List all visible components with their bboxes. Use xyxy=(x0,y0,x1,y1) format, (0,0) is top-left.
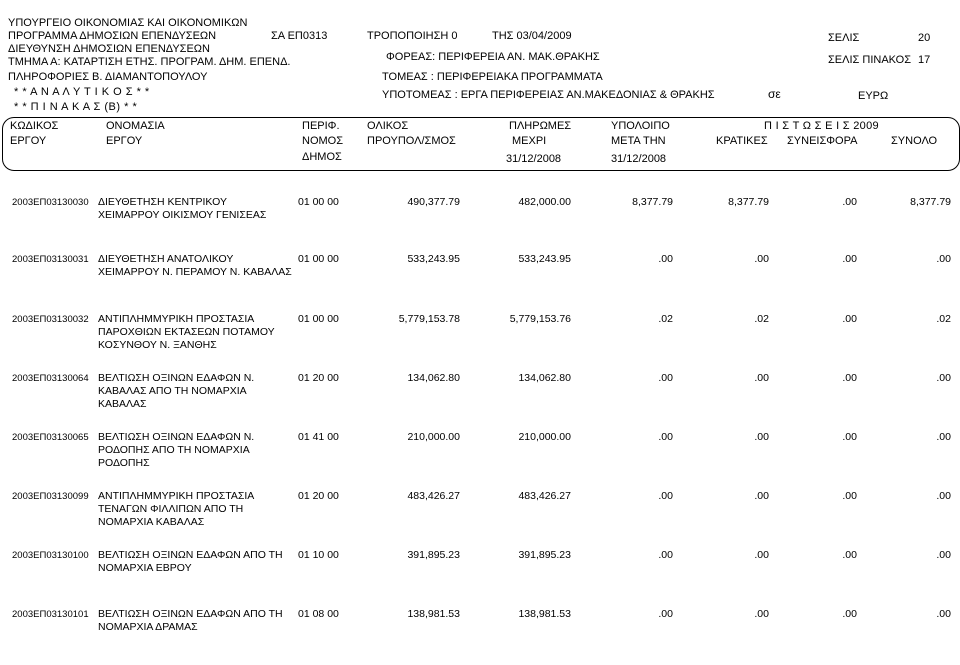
total-budget: 210,000.00 xyxy=(407,431,460,443)
project-name: ΑΝΤΙΠΛΗΜΜΥΡΙΚΗ ΠΡΟΣΤΑΣΙΑ ΠΑΡΟΧΘΙΩΝ ΕΚΤΑΣΕΩΝ ΠΟΤΑΜΟΥ ΚΟΣΥΝΘΟΥ Ν. ΞΑΝΘΗΣ xyxy=(98,313,275,351)
total-credits: 8,377.79 xyxy=(910,196,951,208)
total-budget: 138,981.53 xyxy=(407,608,460,620)
remaining: .00 xyxy=(658,431,673,443)
project-code: 2003ΕΠ03130065 xyxy=(12,432,89,443)
col-region-3: ΔΗΜΟΣ xyxy=(302,151,342,163)
region-code: 01 20 00 xyxy=(298,490,339,502)
total-credits: .00 xyxy=(936,253,951,265)
project-name: ΒΕΛΤΙΩΣΗ ΟΞΙΝΩΝ ΕΔΑΦΩΝ ΑΠΟ ΤΗ ΝΟΜΑΡΧΙΑ ΕΒΡΟΥ xyxy=(98,549,283,574)
total-credits: .00 xyxy=(936,490,951,502)
contribution: .00 xyxy=(842,372,857,384)
ministry-line: ΥΠΟΥΡΓΕΙΟ ΟΙΚΟΝΟΜΙΑΣ ΚΑΙ ΟΙΚΟΝΟΜΙΚΩΝ xyxy=(8,17,248,29)
region-code: 01 10 00 xyxy=(298,549,339,561)
page-number: 20 xyxy=(918,32,931,44)
state-credits: .00 xyxy=(754,253,769,265)
total-credits: .00 xyxy=(936,431,951,443)
state-credits: .00 xyxy=(754,431,769,443)
analytic-title: * * Α Ν Α Λ Υ Τ Ι Κ Ο Σ * * xyxy=(14,86,150,98)
state-credits: .02 xyxy=(754,313,769,325)
col-code-2: ΕΡΓΟΥ xyxy=(10,135,47,147)
col-region-1: ΠΕΡΙΦ. xyxy=(302,120,340,132)
remaining: 8,377.79 xyxy=(632,196,673,208)
col-credits-title: Π Ι Σ Τ Ω Σ Ε Ι Σ 2009 xyxy=(764,120,879,132)
total-budget: 5,779,153.78 xyxy=(398,313,460,325)
remaining: .00 xyxy=(658,490,673,502)
project-name: ΒΕΛΤΙΩΣΗ ΟΞΙΝΩΝ ΕΔΑΦΩΝ ΑΠΟ ΤΗ ΝΟΜΑΡΧΙΑ ΔΡΑΜΑΣ xyxy=(98,608,283,633)
col-remaining-2: ΜΕΤΑ ΤΗΝ xyxy=(611,135,666,147)
total-budget: 483,426.27 xyxy=(407,490,460,502)
table-title: * * Π Ι Ν Α Κ Α Σ (Β) * * xyxy=(14,101,138,113)
modification-date: ΤΗΣ 03/04/2009 xyxy=(492,30,572,42)
remaining: .00 xyxy=(658,253,673,265)
payments: 483,426.27 xyxy=(518,490,571,502)
state-credits: .00 xyxy=(754,549,769,561)
project-code: 2003ΕΠ03130031 xyxy=(12,254,89,265)
state-credits: .00 xyxy=(754,608,769,620)
contribution: .00 xyxy=(842,253,857,265)
directorate-line: ΔΙΕΥΘΥΝΣΗ ΔΗΜΟΣΙΩΝ ΕΠΕΝΔΥΣΕΩΝ xyxy=(8,43,210,55)
remaining: .00 xyxy=(658,549,673,561)
project-name: ΒΕΛΤΙΩΣΗ ΟΞΙΝΩΝ ΕΔΑΦΩΝ Ν. ΚΑΒΑΛΑΣ ΑΠΟ ΤΗ ΝΟΜΑΡΧΙΑ ΚΑΒΑΛΑΣ xyxy=(98,372,255,410)
col-remaining-1: ΥΠΟΛΟΙΠΟ xyxy=(611,120,670,132)
state-credits: 8,377.79 xyxy=(728,196,769,208)
col-name-2: ΕΡΓΟΥ xyxy=(106,135,143,147)
contribution: .00 xyxy=(842,549,857,561)
contribution: .00 xyxy=(842,313,857,325)
total-budget: 134,062.80 xyxy=(407,372,460,384)
col-region-2: ΝΟΜΟΣ xyxy=(302,135,344,147)
program-line: ΠΡΟΓΡΑΜΜΑ ΔΗΜΟΣΙΩΝ ΕΠΕΝΔΥΣΕΩΝ xyxy=(8,30,217,42)
payments: 533,243.95 xyxy=(518,253,571,265)
region-code: 01 20 00 xyxy=(298,372,339,384)
col-state: ΚΡΑΤΙΚΕΣ xyxy=(716,135,768,147)
project-code: 2003ΕΠ03130099 xyxy=(12,491,89,502)
agency: ΦΟΡΕΑΣ: ΠΕΡΙΦΕΡΕΙΑ ΑΝ. ΜΑΚ.ΘΡΑΚΗΣ xyxy=(386,51,600,63)
region-code: 01 41 00 xyxy=(298,431,339,443)
remaining: .02 xyxy=(658,313,673,325)
total-budget: 391,895.23 xyxy=(407,549,460,561)
col-payments-3: 31/12/2008 xyxy=(506,153,562,165)
col-contribution: ΣΥΝΕΙΣΦΟΡΑ xyxy=(787,135,858,147)
department-line: ΤΜΗΜΑ Α: ΚΑΤΑΡΤΙΣΗ ΕΤΗΣ. ΠΡΟΓΡΑΜ. ΔΗΜ. ΕΠΕΝΔ. xyxy=(8,56,291,68)
project-code: 2003ΕΠ03130064 xyxy=(12,373,89,384)
col-name-1: ΟΝΟΜΑΣΙΑ xyxy=(106,120,165,132)
contribution: .00 xyxy=(842,608,857,620)
region-code: 01 08 00 xyxy=(298,608,339,620)
subsector: ΥΠΟΤΟΜΕΑΣ : ΕΡΓΑ ΠΕΡΙΦΕΡΕΙΑΣ ΑΝ.ΜΑΚΕΔΟΝΙΑΣ & ΘΡΑΚΗΣ xyxy=(382,89,715,101)
payments: 5,779,153.76 xyxy=(509,313,571,325)
col-payments-1: ΠΛΗΡΩΜΕΣ xyxy=(509,120,572,132)
col-budget-1: ΟΛΙΚΟΣ xyxy=(367,120,409,132)
project-name: ΔΙΕΥΘΕΤΗΣΗ ΑΝΑΤΟΛΙΚΟΥ ΧΕΙΜΑΡΡΟΥ Ν. ΠΕΡΑΜΟΥ Ν. ΚΑΒΑΛΑΣ xyxy=(98,253,292,278)
payments: 391,895.23 xyxy=(518,549,571,561)
currency: ΕΥΡΩ xyxy=(858,90,889,102)
project-code: 2003ΕΠ03130032 xyxy=(12,314,89,325)
total-credits: .00 xyxy=(936,372,951,384)
state-credits: .00 xyxy=(754,372,769,384)
contribution: .00 xyxy=(842,431,857,443)
units-prefix: σε xyxy=(768,87,781,101)
col-total: ΣΥΝΟΛΟ xyxy=(891,135,938,147)
total-budget: 490,377.79 xyxy=(407,196,460,208)
info-line: ΠΛΗΡΟΦΟΡΙΕΣ Β. ΔΙΑΜΑΝΤΟΠΟΥΛΟΥ xyxy=(8,71,208,83)
col-budget-2: ΠΡΟΥΠΟΛ/ΣΜΟΣ xyxy=(367,135,456,147)
col-payments-2: ΜΕΧΡΙ xyxy=(512,135,547,147)
total-credits: .02 xyxy=(936,313,951,325)
payments: 482,000.00 xyxy=(518,196,571,208)
contribution: .00 xyxy=(842,490,857,502)
sector: ΤΟΜΕΑΣ : ΠΕΡΙΦΕΡΕΙΑΚΑ ΠΡΟΓΡΑΜΜΑΤΑ xyxy=(382,71,603,83)
total-budget: 533,243.95 xyxy=(407,253,460,265)
sa-code: ΣΑ ΕΠ0313 xyxy=(271,30,328,42)
remaining: .00 xyxy=(658,608,673,620)
project-name: ΔΙΕΥΘΕΤΗΣΗ ΚΕΝΤΡΙΚΟΥ ΧΕΙΜΑΡΡΟΥ ΟΙΚΙΣΜΟΥ ΓΕΝΙΣΕΑΣ xyxy=(98,196,267,221)
total-credits: .00 xyxy=(936,549,951,561)
project-name: ΑΝΤΙΠΛΗΜΜΥΡΙΚΗ ΠΡΟΣΤΑΣΙΑ ΤΕΝΑΓΩΝ ΦΙΛΛΙΠΩΝ ΑΠΟ ΤΗ ΝΟΜΑΡΧΙΑ ΚΑΒΑΛΑΣ xyxy=(98,490,255,528)
col-remaining-3: 31/12/2008 xyxy=(611,153,667,165)
state-credits: .00 xyxy=(754,490,769,502)
contribution: .00 xyxy=(842,196,857,208)
table-page-number: 17 xyxy=(918,54,931,66)
remaining: .00 xyxy=(658,372,673,384)
payments: 134,062.80 xyxy=(518,372,571,384)
region-code: 01 00 00 xyxy=(298,313,339,325)
col-code-1: ΚΩΔΙΚΟΣ xyxy=(10,120,59,132)
payments: 210,000.00 xyxy=(518,431,571,443)
page-label: ΣΕΛΙΣ xyxy=(828,32,860,44)
project-code: 2003ΕΠ03130101 xyxy=(12,609,89,620)
modification-number: ΤΡΟΠΟΠΟΙΗΣΗ 0 xyxy=(367,30,458,42)
total-credits: .00 xyxy=(936,608,951,620)
table-page-label: ΣΕΛΙΣ ΠΙΝΑΚΟΣ xyxy=(828,54,912,66)
payments: 138,981.53 xyxy=(518,608,571,620)
region-code: 01 00 00 xyxy=(298,196,339,208)
region-code: 01 00 00 xyxy=(298,253,339,265)
project-name: ΒΕΛΤΙΩΣΗ ΟΞΙΝΩΝ ΕΔΑΦΩΝ Ν. ΡΟΔΟΠΗΣ ΑΠΟ ΤΗ ΝΟΜΑΡΧΙΑ ΡΟΔΟΠΗΣ xyxy=(98,431,255,469)
project-code: 2003ΕΠ03130030 xyxy=(12,197,89,208)
project-code: 2003ΕΠ03130100 xyxy=(12,550,89,561)
